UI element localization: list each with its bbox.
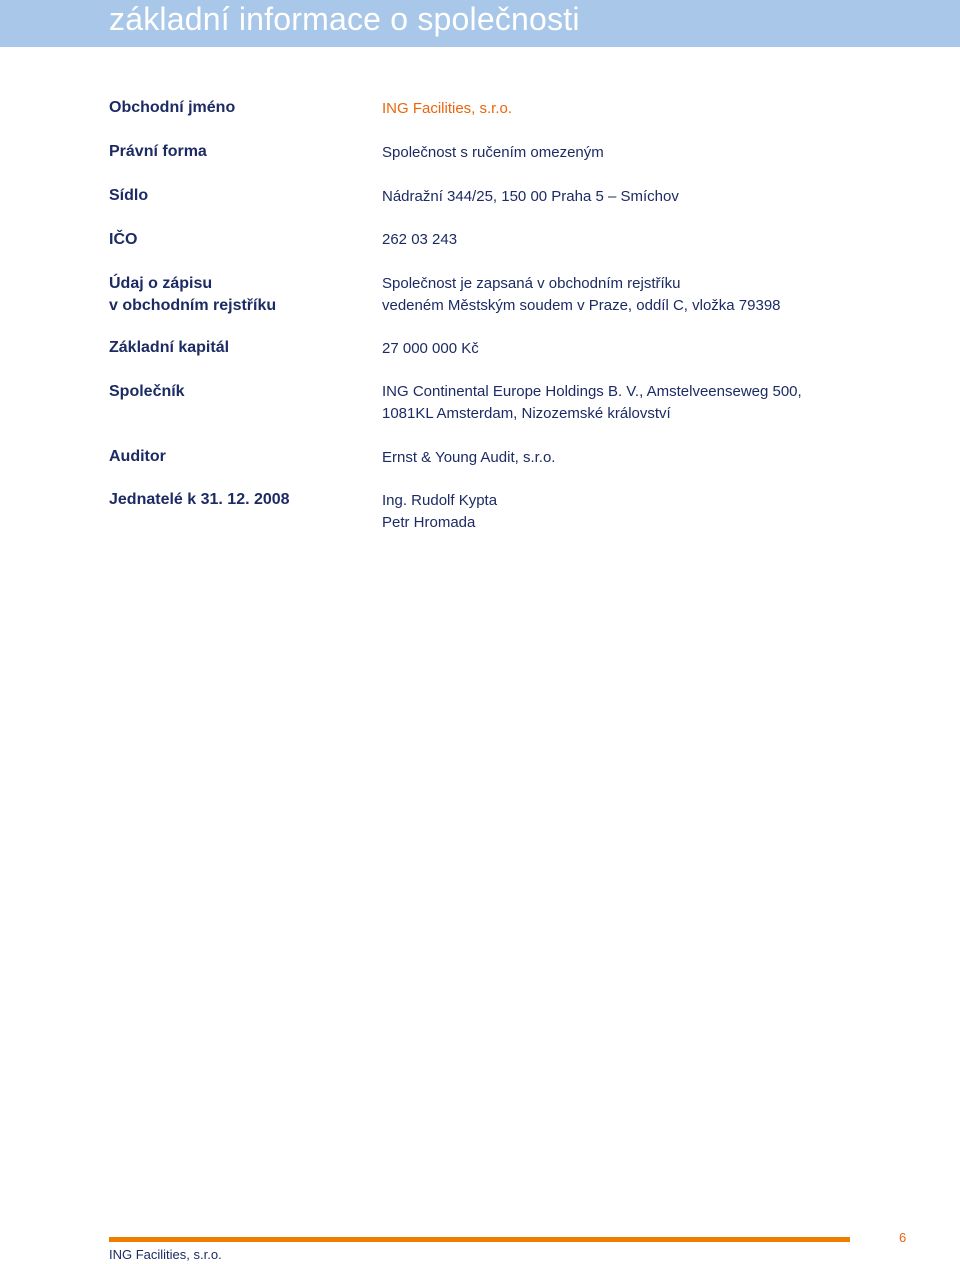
label-company-name: Obchodní jméno bbox=[109, 99, 236, 116]
label-registration bbox=[109, 273, 276, 317]
page-title: základní informace o společnosti bbox=[109, 1, 580, 37]
label-registered-office: Sídlo bbox=[109, 187, 149, 204]
value-auditor: Ernst & Young Audit, s.r.o. bbox=[382, 449, 556, 466]
value-ico: 262 03 243 bbox=[382, 231, 458, 248]
value-registration-line-2: vedeném Městským soudem v Praze, oddíl C, vložka 79398 bbox=[382, 297, 781, 314]
value-shareholder-line-2: 1081KL Amsterdam, Nizozemské království bbox=[382, 405, 671, 422]
value-shareholder-line-1: ING Continental Europe Holdings B. V., Amstelveenseweg 500, bbox=[382, 383, 802, 400]
value-executive-1: Ing. Rudolf Kypta bbox=[382, 492, 498, 509]
value-company-name: ING Facilities, s.r.o. bbox=[382, 100, 513, 117]
label-registration-line-1: Údaj o zápisu bbox=[109, 275, 213, 292]
footer-divider-bar bbox=[109, 1237, 850, 1242]
page-number: 6 bbox=[899, 1230, 907, 1245]
value-registered-capital: 27 000 000 Kč bbox=[382, 340, 479, 357]
footer-company-name: ING Facilities, s.r.o. bbox=[109, 1247, 222, 1262]
value-executive-2: Petr Hromada bbox=[382, 514, 476, 531]
value-registration bbox=[382, 273, 781, 317]
value-shareholder bbox=[382, 381, 802, 425]
label-executives: Jednatelé k 31. 12. 2008 bbox=[109, 491, 290, 508]
label-legal-form: Právní forma bbox=[109, 143, 207, 160]
label-registered-capital: Základní kapitál bbox=[109, 339, 230, 356]
value-executives bbox=[382, 490, 497, 534]
label-auditor: Auditor bbox=[109, 448, 166, 465]
label-ico: IČO bbox=[109, 231, 138, 248]
value-registered-office: Nádražní 344/25, 150 00 Praha 5 – Smíchov bbox=[382, 188, 679, 205]
value-registration-line-1: Společnost je zapsaná v obchodním rejstříku bbox=[382, 275, 681, 292]
label-shareholder: Společník bbox=[109, 383, 185, 400]
value-legal-form: Společnost s ručením omezeným bbox=[382, 144, 604, 161]
label-registration-line-2: v obchodním rejstříku bbox=[109, 297, 277, 314]
